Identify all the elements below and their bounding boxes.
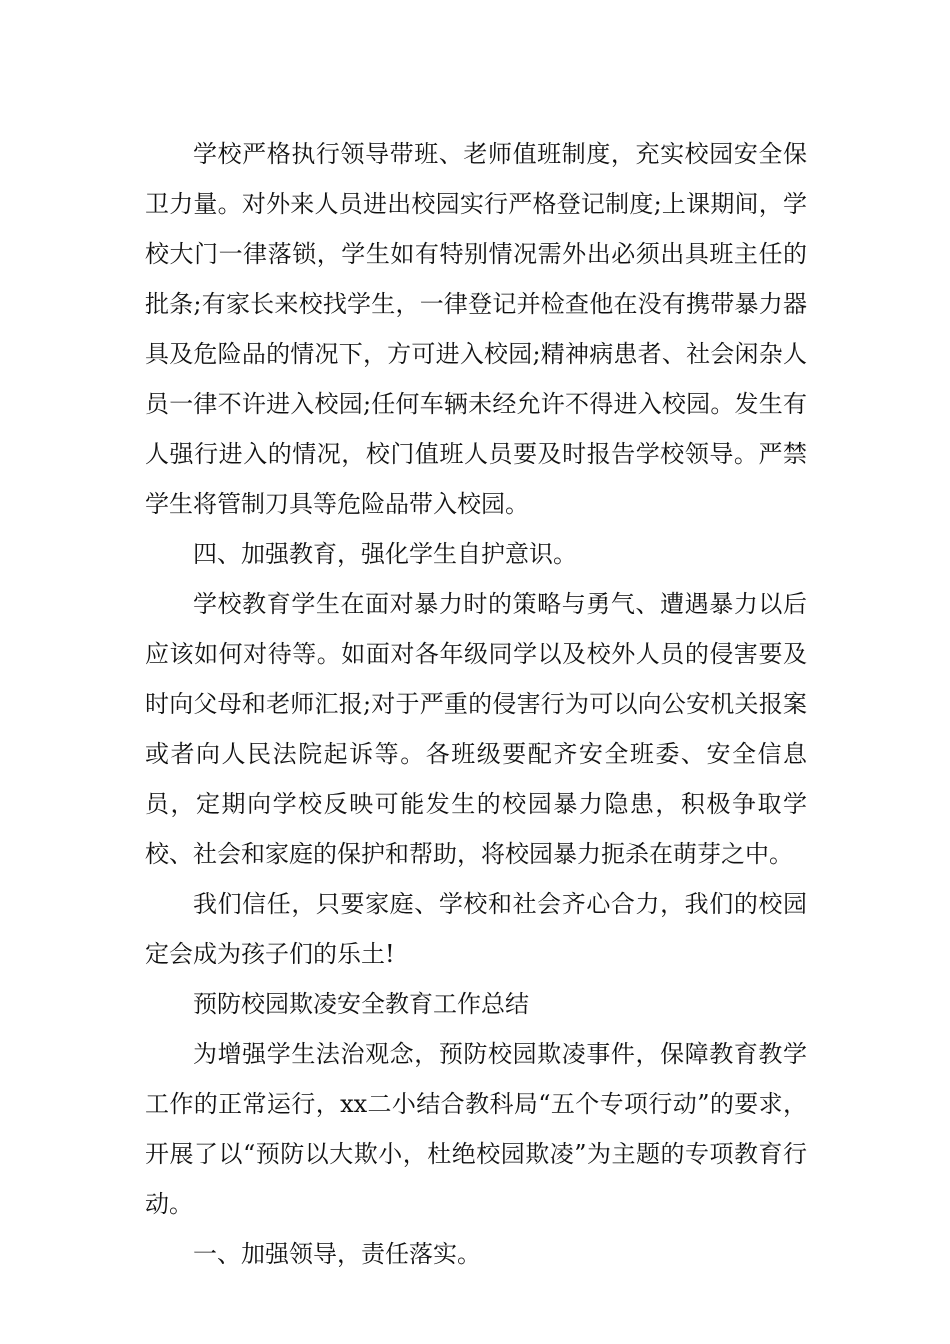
paragraph-closing-belief: 我们信任，只要家庭、学校和社会齐心合力，我们的校园定会成为孩子们的乐土! (145, 890, 807, 968)
paragraph-summary-intro: 为增强学生法治观念，预防校园欺凌事件，保障教育教学工作的正常运行，xx二小结合教科局“五个专项行动”的要求，开展了以“预防以大欺小，杜绝校园欺凌”为主题的专项教育行动。 (145, 1040, 807, 1218)
document-body (145, 129, 807, 1279)
paragraph-campus-security: 学校严格执行领导带班、老师值班制度，充实校园安全保卫力量。对外来人员进出校园实行严格登记制度;上课期间，学校大门一律落锁，学生如有特别情况需外出必须出具班主任的批条;有家长来校找学生，一律登记并检查他在没有携带暴力器具及危险品的情况下，方可进入校园;精神病患者、社会闲杂人员一律不许进入校园;任何车辆未经允许不得进入校园。发生有人强行进入的情况，校门值班人员要及时报告学校领导。严禁学生将管制刀具等危险品带入校园。 (145, 140, 807, 518)
section-heading-education: 四、加强教育，强化学生自护意识。 (193, 540, 577, 568)
section-heading-leadership: 一、加强领导，责任落实。 (193, 1240, 481, 1268)
summary-title: 预防校园欺凌安全教育工作总结 (193, 990, 529, 1018)
paragraph-education-strategy: 学校教育学生在面对暴力时的策略与勇气、遭遇暴力以后应该如何对待等。如面对各年级同学以及校外人员的侵害要及时向父母和老师汇报;对于严重的侵害行为可以向公安机关报案或者向人民法院起诉等。各班级要配齐安全班委、安全信息员，定期向学校反映可能发生的校园暴力隐患，积极争取学校、社会和家庭的保护和帮助，将校园暴力扼杀在萌芽之中。 (145, 590, 807, 868)
